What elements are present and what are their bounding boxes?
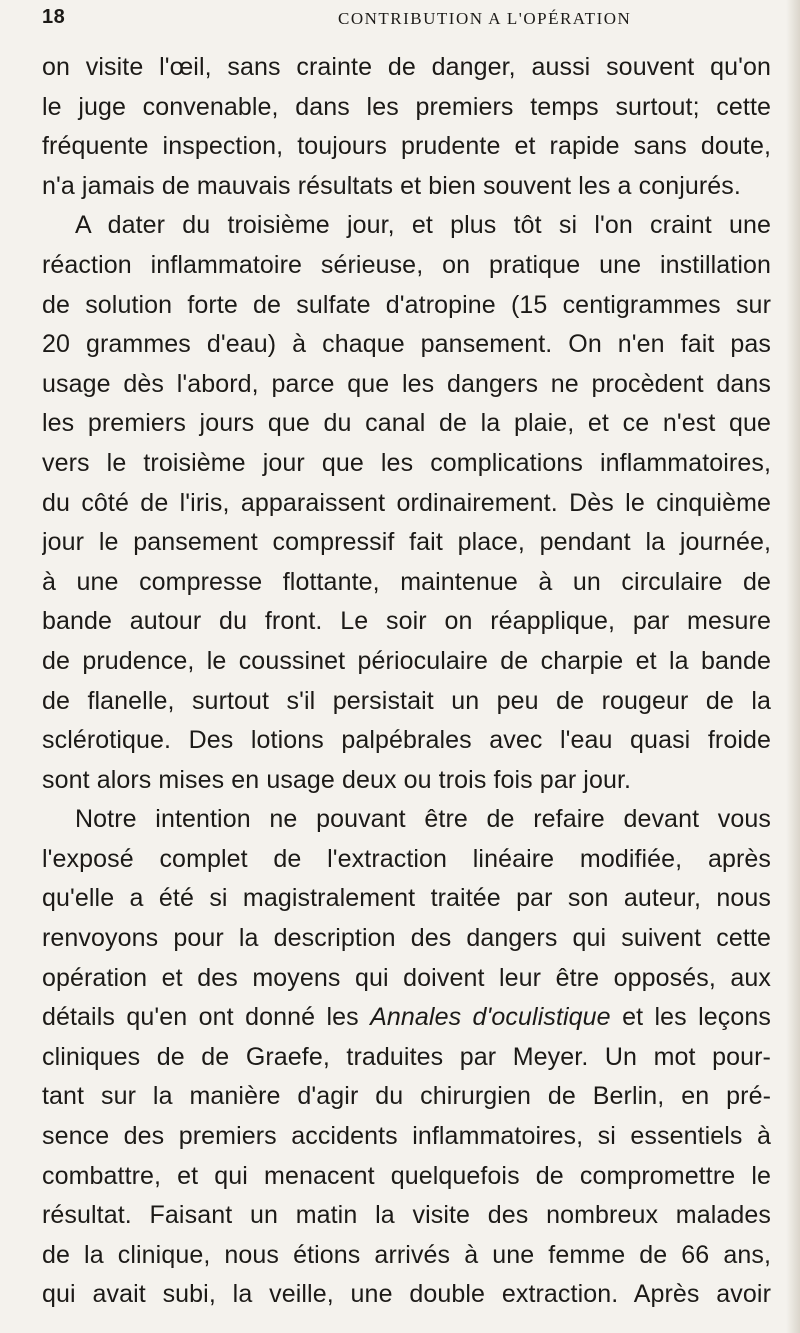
text-line: on visite l'œil, sans crainte de danger, aussi souvent qu'on [42, 53, 771, 81]
text-line: renvoyons pour la description des dangers qui suivent cette [42, 924, 771, 953]
text-line: sence des premiers accidents inflammatoires, si essentiels à [42, 1122, 771, 1151]
text-line: qui avait subi, la veille, une double extraction. Après avoir [42, 1280, 771, 1309]
text-segment: et les leçons [622, 1003, 771, 1032]
page-edge-shadow [786, 0, 800, 1333]
text-line: combattre, et qui menacent quelquefois de compromettre le [42, 1161, 771, 1190]
text-line: Notre intention ne pouvant être de refaire devant vous [75, 805, 771, 834]
text-line: de solution forte de sulfate d'atropine (15 centigrammes sur [42, 290, 771, 319]
text-line: le juge convenable, dans les premiers temps surtout; cette [42, 92, 771, 121]
text-line: réaction inflammatoire sérieuse, on pratique une instillation [42, 250, 771, 279]
text-line: jour le pansement compressif fait place, pendant la journée, [42, 528, 771, 557]
page-number: 18 [42, 6, 66, 28]
text-line: résultat. Faisant un matin la visite des nombreux malades [42, 1201, 771, 1230]
text-line: A dater du troisième jour, et plus tôt si l'on craint une [75, 211, 771, 240]
text-line: cliniques de de Graefe, traduites par Meyer. Un mot pour- [42, 1042, 771, 1071]
text-line: fréquente inspection, toujours prudente et rapide sans doute, [42, 132, 771, 161]
text-line: qu'elle a été si magistralement traitée par son auteur, nous [42, 884, 771, 913]
text-line: vers le troisième jour que les complications inflammatoires, [42, 448, 771, 477]
text-line: de prudence, le coussinet périoculaire de charpie et la bande [42, 646, 771, 675]
text-line: sclérotique. Des lotions palpébrales avec l'eau quasi froide [42, 726, 771, 755]
text-line: de flanelle, surtout s'il persistait un peu de rougeur de la [42, 686, 771, 715]
text-line: l'exposé complet de l'extraction linéaire modifiée, après [42, 844, 771, 873]
text-line: de la clinique, nous étions arrivés à une femme de 66 ans, [42, 1240, 771, 1269]
text-line: n'a jamais de mauvais résultats et bien souvent les a conjurés. [42, 171, 741, 200]
running-title: CONTRIBUTION A L'OPÉRATION [338, 9, 632, 28]
text-line: opération et des moyens qui doivent leur être opposés, aux [42, 963, 771, 992]
journal-title-italic: Annales d'oculistique [370, 1003, 611, 1032]
text-line: 20 grammes d'eau) à chaque pansement. On n'en fait pas [42, 330, 771, 359]
text-line: à une compresse flottante, maintenue à un circulaire de [42, 567, 771, 596]
text-line: sont alors mises en usage deux ou trois fois par jour. [42, 765, 632, 794]
text-line: bande autour du front. Le soir on réapplique, par mesure [42, 607, 771, 636]
text-segment: détails qu'en ont donné les [42, 1003, 359, 1032]
text-line: tant sur la manière d'agir du chirurgien de Berlin, en pré- [42, 1082, 771, 1111]
text-line: les premiers jours que du canal de la plaie, et ce n'est que [42, 409, 771, 438]
running-head [42, 6, 782, 36]
body-text [42, 48, 771, 1315]
text-line-with-italic [42, 998, 771, 1038]
text-line: usage dès l'abord, parce que les dangers ne procèdent dans [42, 369, 771, 398]
text-line: du côté de l'iris, apparaissent ordinairement. Dès le cinquième [42, 488, 771, 517]
